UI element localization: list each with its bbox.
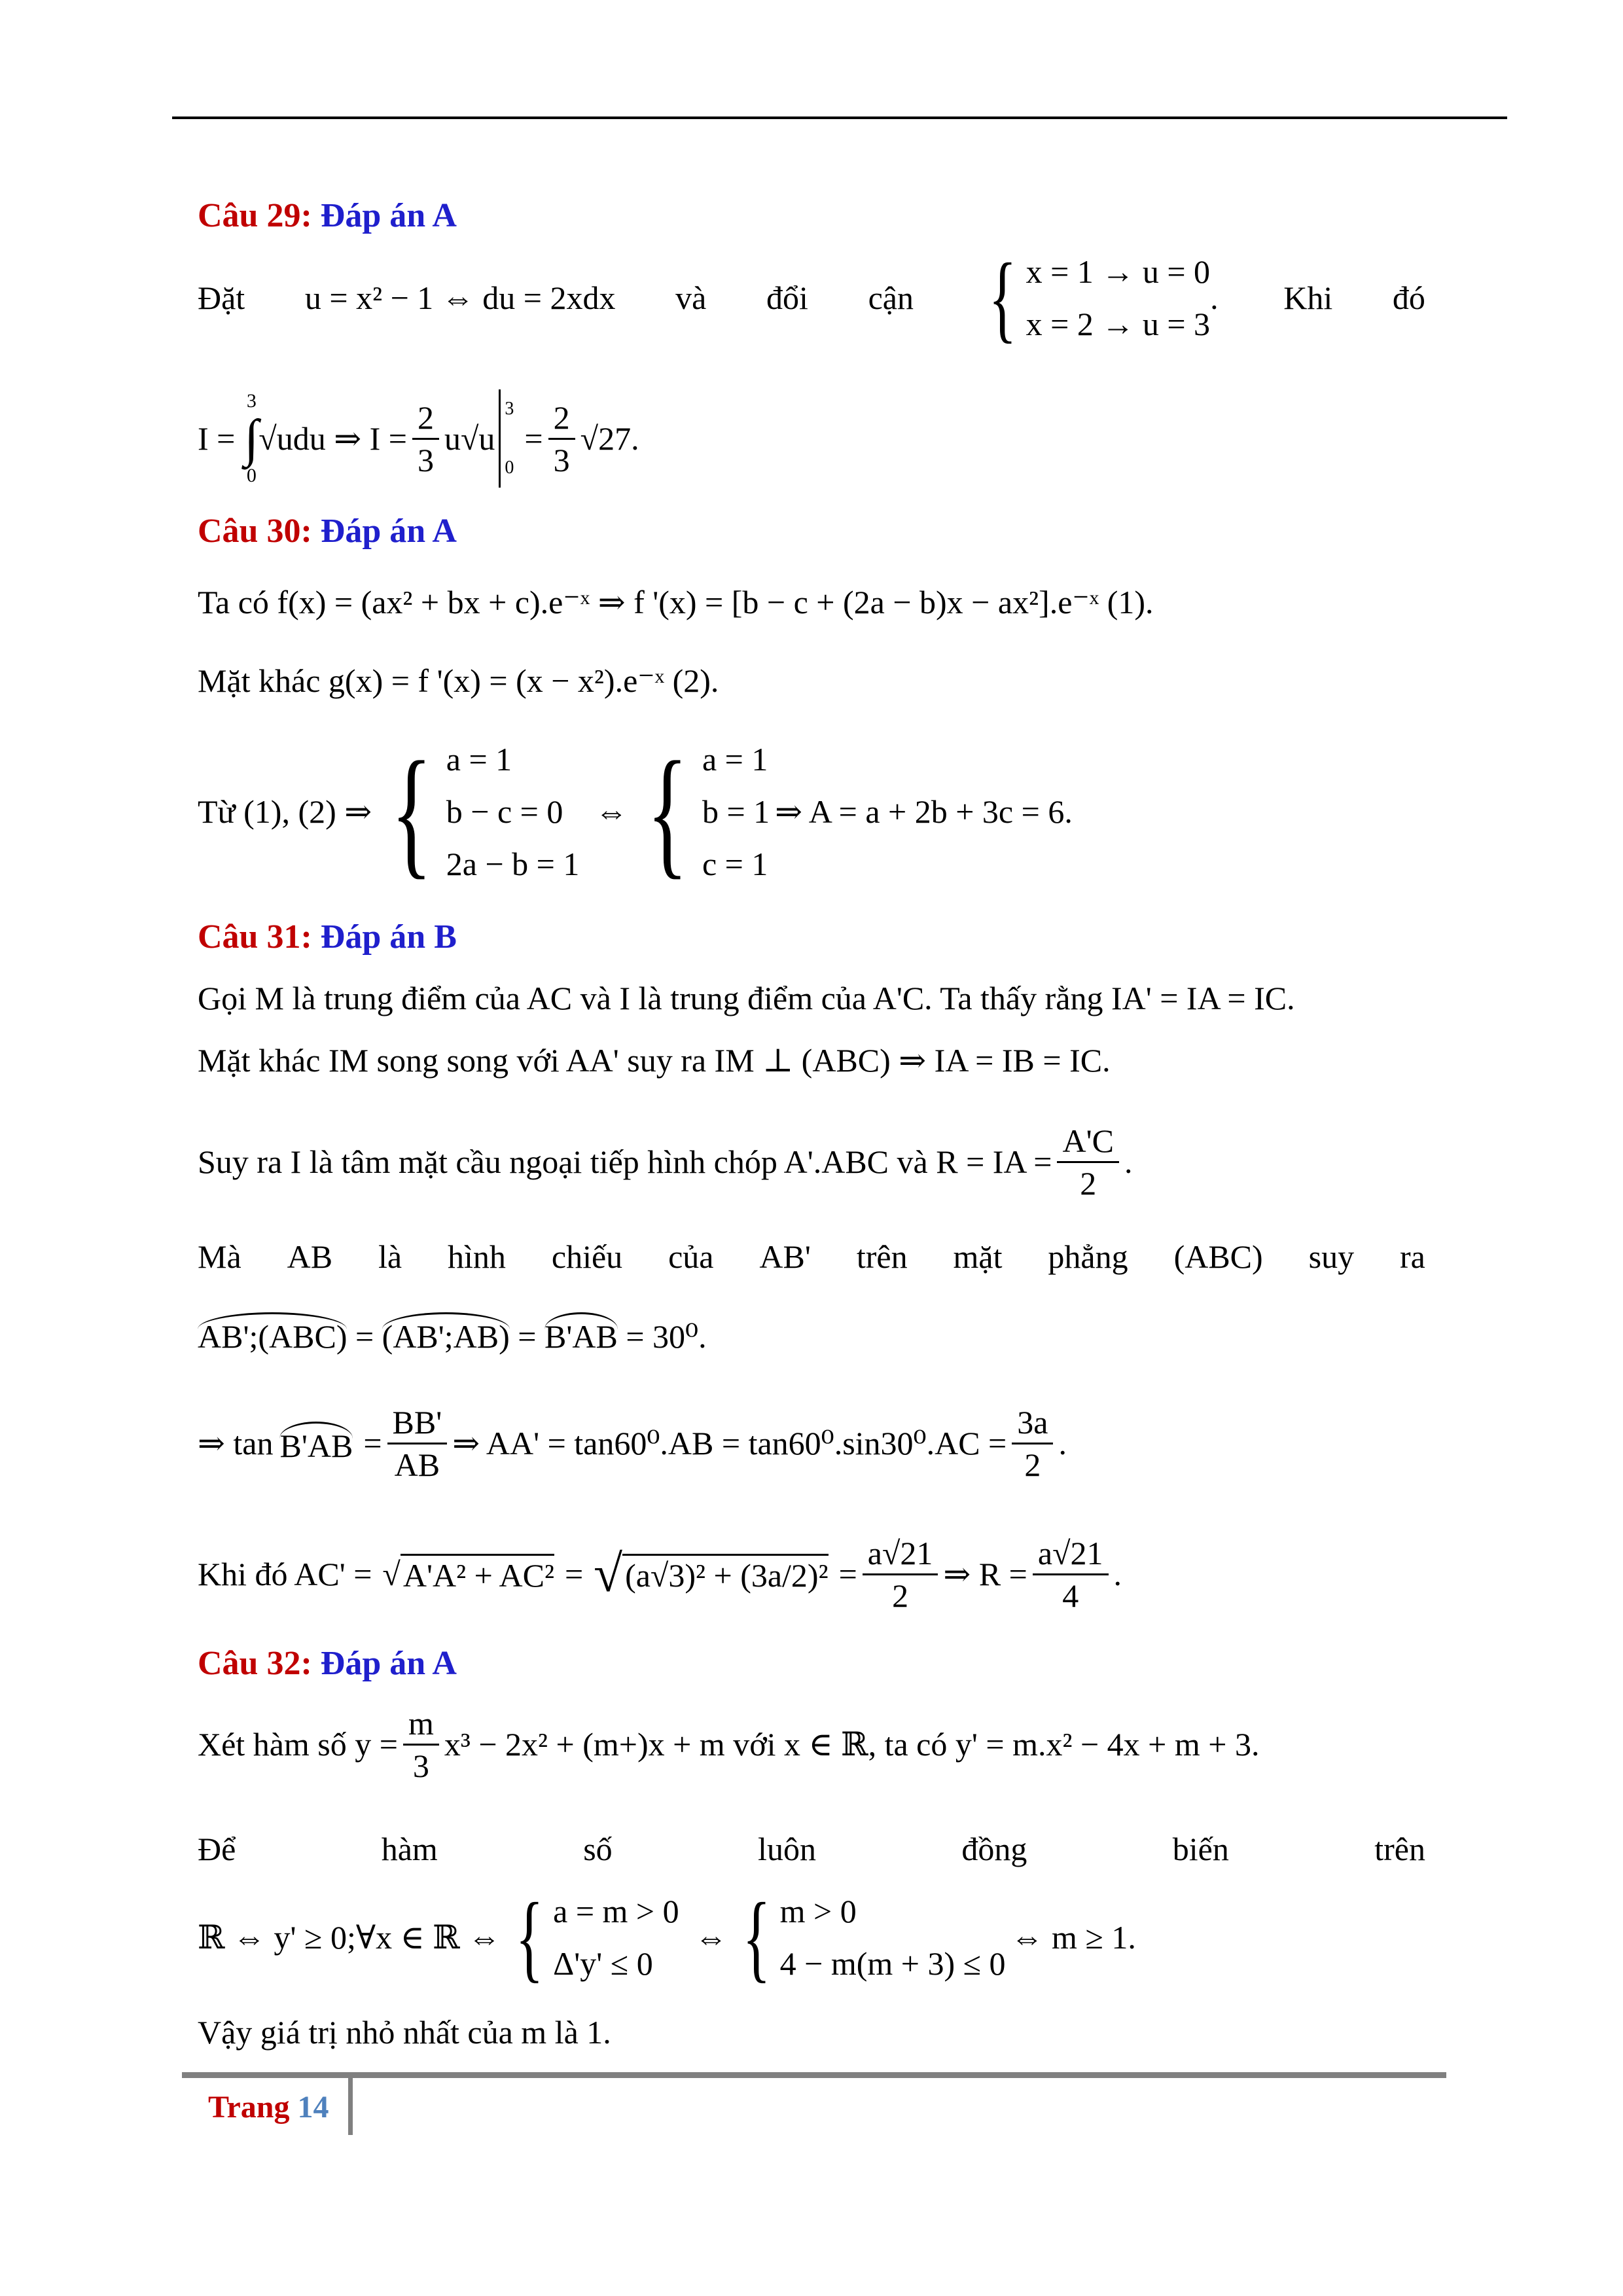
text: Đặt [198, 279, 245, 316]
angle-arc: AB';(ABC) [198, 1312, 347, 1356]
text: u√u [444, 420, 495, 457]
heading-q31 [198, 918, 457, 957]
text: cận [868, 279, 914, 316]
question-number: Câu 30: [198, 512, 312, 550]
text: = 30⁰. [626, 1318, 707, 1355]
radicand: A'A² + AC² [401, 1554, 554, 1595]
text: Để [198, 1831, 236, 1867]
text: = [518, 1318, 537, 1355]
q32-line3 [198, 1885, 1136, 1990]
text: Xét hàm số y = [198, 1726, 398, 1763]
text: . [1210, 279, 1219, 316]
q30-line3 [198, 733, 1073, 890]
text: Từ (1), (2) ⇒ [198, 793, 372, 830]
text: = [355, 1318, 374, 1355]
evaluation-bar: 3 0 [499, 389, 514, 488]
q31-line4 [198, 1237, 1425, 1276]
system [733, 1885, 1006, 1990]
question-number: Câu 31: [198, 918, 312, 956]
angle-arc: (AB';AB) [382, 1312, 510, 1356]
text: = [524, 420, 543, 457]
page-footer [208, 2089, 329, 2125]
fraction: $\frac{BB'}{AB}$ [387, 1402, 448, 1485]
text: đó [1392, 279, 1425, 316]
text: ℝ ⇔ y' ≥ 0;∀x ∈ ℝ ⇔ [198, 1919, 501, 1956]
text: ⇒ R = [943, 1556, 1027, 1592]
answer-label: Đáp án B [320, 918, 457, 956]
page-label: Trang [208, 2090, 290, 2125]
text: đổi [766, 279, 808, 316]
q32-line2 [198, 1829, 1425, 1869]
left-brace: { [988, 243, 1017, 352]
integral-sign: 3 ∫ 0 [244, 390, 259, 486]
system [633, 733, 770, 890]
fraction: $\frac{a√21}{2}$ [863, 1533, 938, 1616]
text: AB' [759, 1238, 811, 1275]
text: ⇔ m ≥ 1. [1010, 1919, 1136, 1956]
text: là [378, 1238, 402, 1275]
substitution: u = x² − 1 ⇔ du = 2xdx [304, 279, 616, 316]
system-row: 2a − b = 1 [446, 846, 580, 882]
system-row: a = m > 0 [553, 1893, 679, 1929]
text: phẳng [1048, 1238, 1128, 1275]
text: ⇔ [694, 1919, 728, 1956]
text: . [1113, 1556, 1122, 1592]
text: suy [1308, 1238, 1355, 1275]
fraction: $\frac{A'C}{2}$ [1057, 1121, 1118, 1204]
q32-line1 [198, 1695, 1259, 1793]
text: hình [448, 1238, 506, 1275]
answer-label: Đáp án A [320, 512, 457, 550]
q31-line6 [198, 1394, 1067, 1492]
text: = [838, 1556, 857, 1592]
answer-label: Đáp án A [320, 1645, 457, 1682]
q31-line7: Khi đó AC' = √ A'A² + AC² = √ (a√3)² + (3a/2)² = $\frac{a√21}{2}$ ⇒ R = $\frac{a√21}{4}$ . [198, 1518, 1122, 1630]
text: (ABC) [1173, 1238, 1263, 1275]
left-brace: { [647, 732, 688, 891]
system [506, 1885, 679, 1990]
integrand: √udu ⇒ I = [259, 420, 407, 457]
text: luôn [758, 1831, 816, 1867]
system-row: c = 1 [702, 846, 768, 882]
q30-line2: Mặt khác g(x) = f '(x) = (x − x²).e⁻ˣ (2). [198, 662, 719, 699]
page-number: 14 [297, 2090, 329, 2125]
text: chiếu [551, 1238, 623, 1275]
fraction: $\frac{2}{3}$ [548, 397, 575, 480]
left-brace: { [391, 732, 433, 891]
system [377, 733, 579, 890]
answer-label: Đáp án A [320, 197, 457, 234]
system-row: 4 − m(m + 3) ≤ 0 [779, 1945, 1006, 1982]
text: Suy ra I là tâm mặt cầu ngoại tiếp hình chóp A'.ABC và R = IA = [198, 1143, 1052, 1180]
angle-arc: B'AB [544, 1312, 618, 1356]
system-row: m > 0 [779, 1893, 857, 1929]
question-number: Câu 32: [198, 1645, 312, 1682]
fraction: $\frac{m}{3}$ [403, 1703, 439, 1786]
text: và [675, 279, 707, 316]
q31-line2: Mặt khác IM song song với AA' suy ra IM ⊥ (ABC) ⇒ IA = IB = IC. [198, 1042, 1111, 1079]
text: ⇔ [595, 793, 628, 830]
text: AB [287, 1238, 333, 1275]
radicand: (a√3)² + (3a/2)² [622, 1554, 829, 1595]
text: trên [856, 1238, 908, 1275]
left-brace: { [515, 1883, 544, 1992]
system-row: a = 1 [702, 741, 768, 778]
text: Khi [1283, 279, 1333, 316]
text: biến [1172, 1831, 1229, 1867]
header-rule [172, 117, 1507, 119]
system-row: Δ'y' ≤ 0 [553, 1945, 653, 1982]
q31-line3 [198, 1113, 1132, 1211]
text: = [564, 1556, 584, 1592]
heading-q32 [198, 1644, 457, 1683]
system-row: x = 1 → u = 0 [1026, 253, 1211, 290]
angle-arc: B'AB [279, 1422, 353, 1465]
left-brace: { [742, 1883, 771, 1992]
text: trên [1374, 1831, 1425, 1867]
text: . [1124, 1143, 1133, 1180]
q30-line1: Ta có f(x) = (ax² + bx + c).e⁻ˣ ⇒ f '(x) = [b − c + (2a − b)x − ax²].e⁻ˣ (1). [198, 584, 1154, 620]
text: Mà [198, 1238, 241, 1275]
text: ra [1400, 1238, 1425, 1275]
text: x³ − 2x² + (m+)x + m với x ∈ ℝ, ta có y' = m.x² − 4x + m + 3. [444, 1726, 1260, 1763]
fraction: $\frac{a√21}{4}$ [1033, 1533, 1109, 1616]
q29-line1 [198, 243, 1425, 352]
text: hàm [381, 1831, 438, 1867]
heading-q29 [198, 196, 457, 236]
lower-limit: 0 [246, 465, 257, 486]
text: số [583, 1831, 613, 1867]
question-number: Câu 29: [198, 197, 312, 234]
upper-limit: 3 [246, 390, 257, 412]
text: I = [198, 420, 236, 457]
footer-divider [348, 2073, 353, 2135]
text: Khi đó AC' = [198, 1556, 372, 1592]
text: √27. [580, 420, 639, 457]
text: = [363, 1425, 382, 1462]
system-row: x = 2 → u = 3 [1026, 306, 1211, 342]
text: . [1058, 1425, 1067, 1462]
footer-rule [182, 2072, 1446, 2078]
bounds-system [979, 245, 1219, 350]
text: của [668, 1238, 714, 1275]
text: ⇒ AA' = tan60⁰.AB = tan60⁰.sin30⁰.AC = [452, 1425, 1007, 1462]
system-row: a = 1 [446, 741, 512, 778]
text: mặt [953, 1238, 1003, 1275]
q31-line5 [198, 1312, 707, 1356]
system-row: b = 1 [702, 793, 770, 830]
heading-q30 [198, 512, 457, 551]
fraction: $\frac{3a}{2}$ [1012, 1402, 1053, 1485]
text: ⇒ A = a + 2b + 3c = 6. [775, 793, 1073, 830]
text: ⇒ tan [198, 1425, 274, 1462]
system-row: b − c = 0 [446, 793, 563, 830]
q31-line1: Gọi M là trung điểm của AC và I là trung điểm của A'C. Ta thấy rằng IA' = IA = IC. [198, 980, 1295, 1016]
fraction: $\frac{2}{3}$ [412, 397, 439, 480]
q29-line2 [198, 386, 639, 491]
q32-line4: Vậy giá trị nhỏ nhất của m là 1. [198, 2014, 611, 2051]
text: đồng [961, 1831, 1027, 1867]
